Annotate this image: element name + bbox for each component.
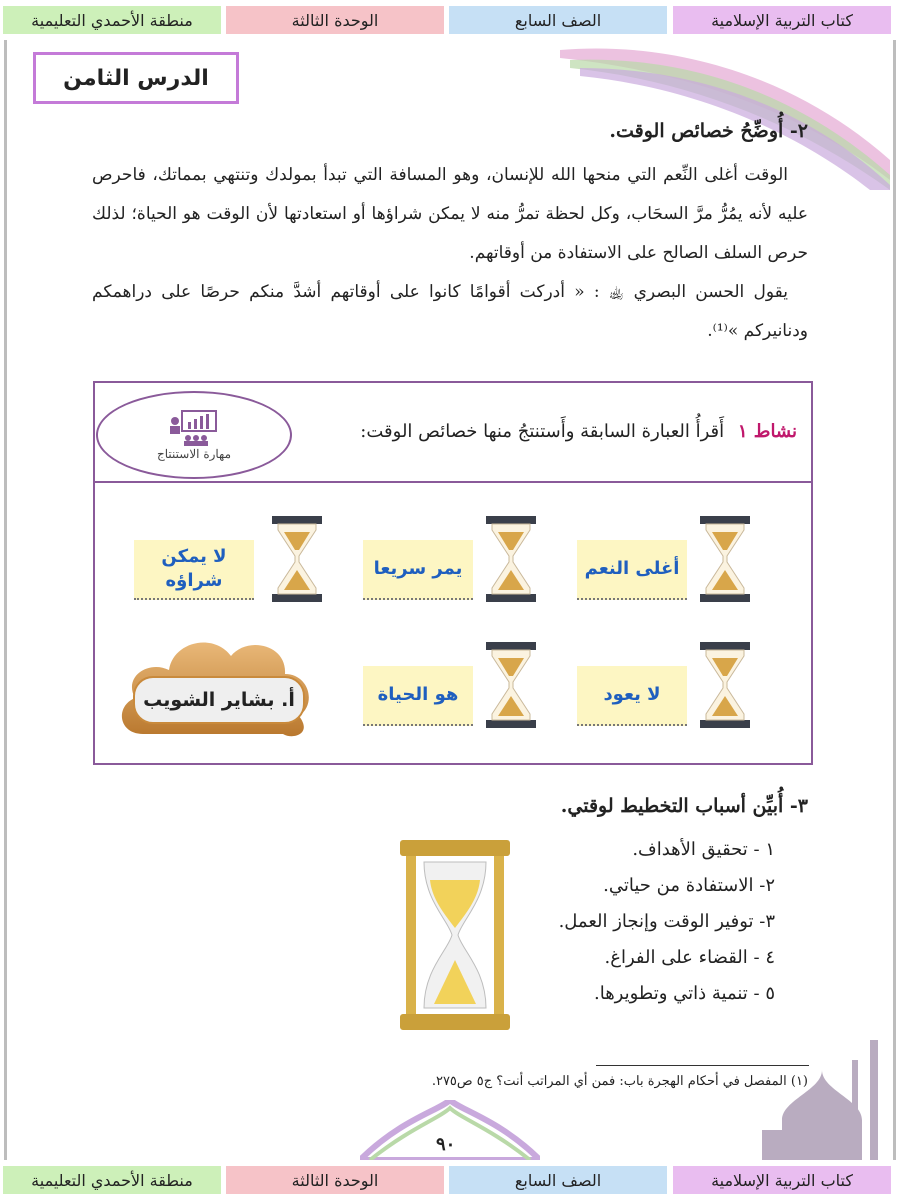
list-item: ٤ - القضاء على الفراغ. — [604, 947, 775, 968]
footer-grade: الصف السابع — [449, 1166, 667, 1194]
skill-label: مهارة الاستنتاج — [157, 447, 232, 461]
property-card: يمر سريعا — [363, 540, 473, 600]
page-border-right — [893, 40, 896, 1160]
page-border-left — [4, 40, 7, 1160]
list-item: ٥ - تنمية ذاتي وتطويرها. — [593, 983, 775, 1004]
list-item: ١ - تحقيق الأهداف. — [632, 839, 775, 860]
lesson-title: الدرس الثامن — [33, 52, 239, 104]
author-name: أ. بشاير الشويب — [133, 676, 305, 724]
property-card: لا يعود — [577, 666, 687, 726]
footnote-rule — [596, 1065, 809, 1066]
footer-bar — [0, 1162, 900, 1196]
list-item: ٢- الاستفادة من حياتي. — [603, 875, 775, 896]
mosque-decoration — [752, 1030, 892, 1160]
header-region: منطقة الأحمدي التعليمية — [3, 6, 221, 34]
paragraph-2: يقول الحسن البصري ﵀ : « أدركت أقوامًا كانوا على أوقاتهم أشدَّ منكم حرصًا على دراهمكم ودنانيركم »⁽¹⁾. — [92, 282, 808, 341]
hourglass-icon — [486, 516, 536, 602]
presentation-icon — [166, 409, 222, 447]
hourglass-icon — [700, 516, 750, 602]
activity-instruction: أَقرأُ العبارة السابقة وأَستنتجُ منها خصائص الوقت: — [360, 421, 725, 442]
property-card: أغلى النعم — [577, 540, 687, 600]
footnote: (١) المفصل في أحكام الهجرة باب: فمن أي المراتب أنت؟ ج٥ ص٢٧٥. — [431, 1074, 808, 1089]
hourglass-icon — [486, 642, 536, 728]
activity-label — [360, 421, 797, 442]
footer-unit: الوحدة الثالثة — [226, 1166, 444, 1194]
header-bar — [0, 2, 900, 36]
paragraph-1: الوقت أغلى النِّعم التي منحها الله للإنسان، وهو المسافة التي تبدأ بمولدك وتنتهي بمماتك، فاحرص عليه لأنه يمُرُّ مرَّ السحَاب، وكل لحظة تمرُّ منه لا يمكن شراؤها أو استعادتها لأن الوقت هو الحياة؛ لذلك حرص السلف الصالح على الاستفادة من أوقاتهم. — [92, 165, 808, 263]
section2-text — [92, 156, 808, 351]
hourglass-icon — [272, 516, 322, 602]
section3-heading: ٣- أُبيِّن أسباب التخطيط لوقتي. — [560, 795, 808, 817]
page-number: ٩٠ — [436, 1134, 456, 1155]
header-book: كتاب التربية الإسلامية — [673, 6, 891, 34]
footer-book: كتاب التربية الإسلامية — [673, 1166, 891, 1194]
golden-hourglass-icon — [382, 840, 528, 1030]
property-card: هو الحياة — [363, 666, 473, 726]
skill-badge — [96, 391, 292, 479]
activity-number: نشاط ١ — [737, 421, 797, 442]
list-item: ٣- توفير الوقت وإنجاز العمل. — [558, 911, 775, 932]
property-card: لا يمكن شراؤه — [134, 540, 254, 600]
activity-header — [95, 383, 811, 483]
header-grade: الصف السابع — [449, 6, 667, 34]
reasons-list — [559, 832, 775, 1012]
hourglass-icon — [700, 642, 750, 728]
header-unit: الوحدة الثالثة — [226, 6, 444, 34]
section2-heading: ٢- أُوضِّحُ خصائص الوقت. — [609, 120, 808, 142]
footer-region: منطقة الأحمدي التعليمية — [3, 1166, 221, 1194]
